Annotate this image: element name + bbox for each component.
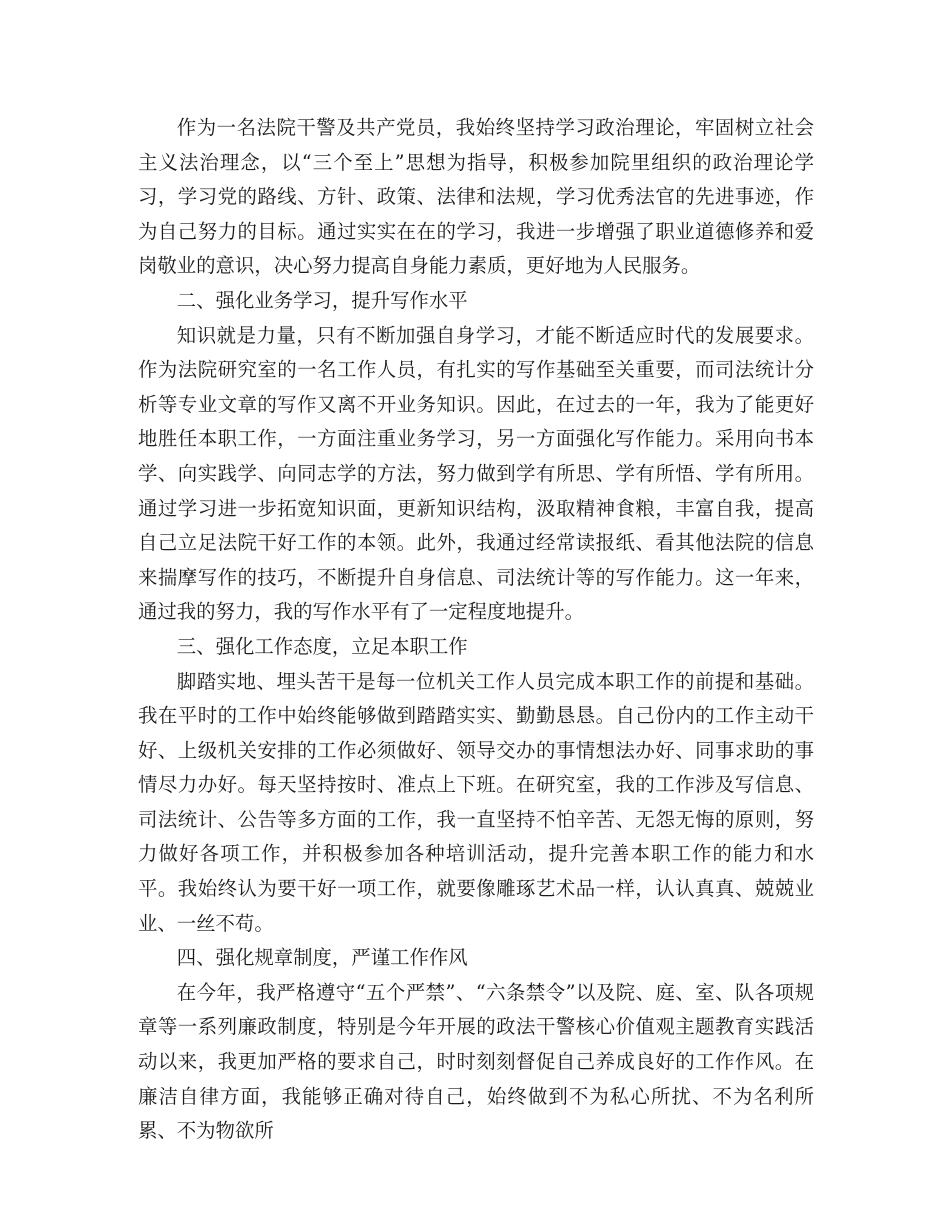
paragraph-work-attitude: 脚踏实地、埋头苦干是每一位机关工作人员完成本职工作的前提和基础。我在平时的工作中始终能够做到踏踏实实、勤勤恳恳。自己份内的工作主动干好、上级机关安排的工作必须做好、领导交办的事情想法办好、同事求助的事情尽力办好。每天坚持按时、准点上下班。在研究室，我的工作涉及写信息、司法统计、公告等多方面的工作，我一直坚持不怕辛苦、无怨无悔的原则，努力做好各项工作，并积极参加各种培训活动，提升完善本职工作的能力和水平。我始终认为要干好一项工作，就要像雕琢艺术品一样，认认真真、兢兢业业、一丝不苟。 [138, 669, 814, 935]
document-body [138, 111, 814, 1149]
section-heading-business-study: 二、强化业务学习，提升写作水平 [176, 288, 468, 312]
paragraph-business-study: 知识就是力量，只有不断加强自身学习，才能不断适应时代的发展要求。作为法院研究室的一名工作人员，有扎实的写作基础至关重要，而司法统计分析等专业文章的写作又离不开业务知识。因此，在过去的一年，我为了能更好地胜任本职工作，一方面注重业务学习，另一方面强化写作能力。采用向书本学、向实践学、向同志学的方法，努力做到学有所思、学有所悟、学有所用。通过学习进一步拓宽知识面，更新知识结构，汲取精神食粮，丰富自我，提高自己立足法院干好工作的本领。此外，我通过经常读报纸、看其他法院的信息来揣摩写作的技巧，不断提升自身信息、司法统计等的写作能力。这一年来，通过我的努力，我的写作水平有了一定程度地提升。 [138, 323, 814, 624]
paragraph-political-study: 作为一名法院干警及共产党员，我始终坚持学习政治理论，牢固树立社会主义法治理念，以“三个至上”思想为指导，积极参加院里组织的政治理论学习，学习党的路线、方针、政策、法律和法规，学习优秀法官的先进事迹，作为自己努力的目标。通过实实在在的学习，我进一步增强了职业道德修养和爱岗敬业的意识，决心努力提高自身能力素质，更好地为人民服务。 [138, 116, 814, 278]
section-heading-work-attitude: 三、强化工作态度，立足本职工作 [176, 634, 468, 658]
section-heading-rules: 四、强化规章制度，严谨工作作风 [176, 946, 468, 970]
paragraph-rules: 在今年，我严格遵守“五个严禁”、“六条禁令”以及院、庭、室、队各项规章等一系列廉政制度，特别是今年开展的政法干警核心价值观主题教育实践活动以来，我更加严格的要求自己，时时刻刻督促自己养成良好的工作作风。在廉洁自律方面，我能够正确对待自己，始终做到不为私心所扰、不为名利所累、不为物欲所 [138, 980, 814, 1143]
